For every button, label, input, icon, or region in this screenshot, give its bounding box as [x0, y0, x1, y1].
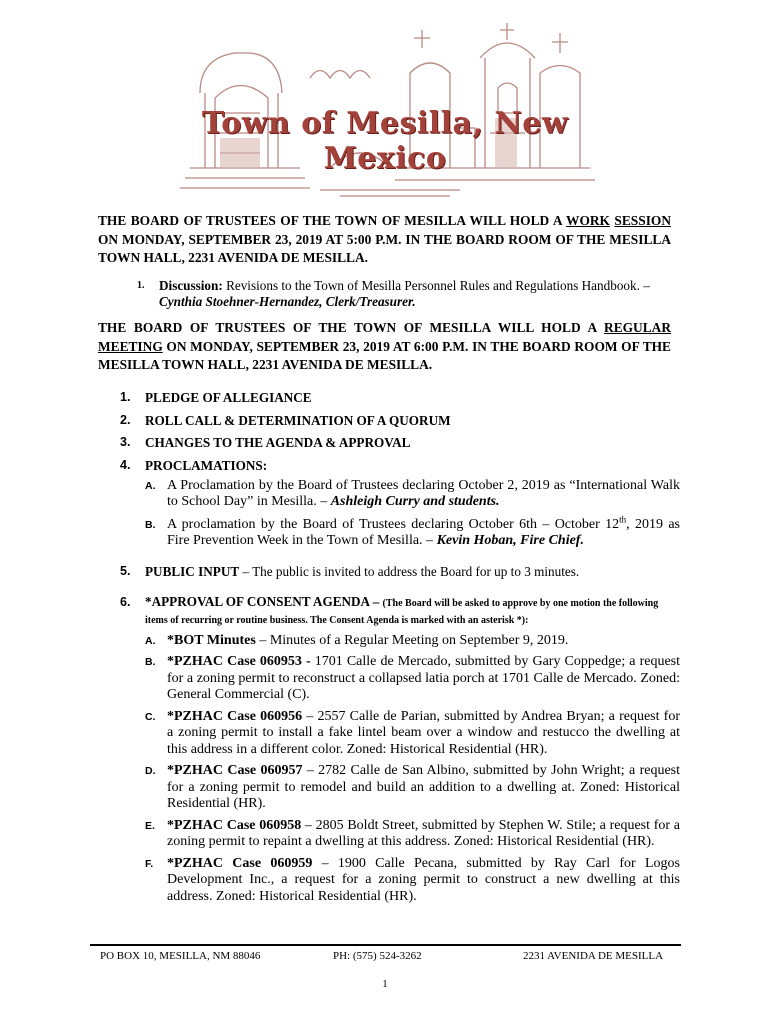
sub-item-letter: A.	[145, 634, 156, 647]
agenda-item-text	[145, 563, 680, 580]
sub-item-text	[167, 654, 680, 704]
consent-item-label: *PZHAC Case 060953 -	[167, 654, 311, 669]
sub-item-letter: B.	[145, 656, 156, 668]
agenda-item-3	[120, 434, 680, 451]
agenda-item-4	[120, 457, 680, 474]
work-session-underline-1: WORK	[566, 213, 610, 228]
regular-meeting-underline-1: REGULAR	[604, 320, 671, 335]
regular-meeting-notice	[98, 319, 671, 375]
consent-item-label: *PZHAC Case 060959	[167, 855, 313, 871]
consent-item-text: – 2805 Boldt Street, submitted by Stephen W. Stile; a request for a zoning permit to repaint a dwelling at this address. Zoned: Historical Residential (HR).	[167, 817, 680, 849]
work-session-item-1	[137, 278, 680, 310]
work-session-underline-2: SESSION	[614, 213, 671, 228]
public-input-text: – The public is invited to address the Board for up to 3 minutes.	[239, 563, 580, 579]
work-session-notice	[98, 212, 671, 268]
ordinal-superscript: th	[619, 513, 627, 524]
sub-item-text	[167, 709, 680, 759]
sub-item-text	[167, 478, 680, 511]
sub-item-text	[167, 633, 680, 650]
consent-item-text: – 2557 Calle de Parian, submitted by Andrea Bryan; a request for a zoning permit to install a fake lintel beam over a window and restucco the dwelling at this address in a different color. Zoned: Historical Residential (HR).	[167, 708, 680, 757]
consent-item-label: *PZHAC Case 060956	[167, 708, 303, 724]
regular-meeting-pre: THE BOARD OF TRUSTEES OF THE TOWN OF MESILLA WILL HOLD A	[98, 320, 605, 335]
agenda-item-text: CHANGES TO THE AGENDA & APPROVAL	[145, 435, 411, 450]
consent-item-f	[145, 856, 680, 906]
proclamation-presenter: Kevin Hoban, Fire Chief.	[436, 533, 584, 548]
sub-item-letter: F.	[145, 857, 154, 870]
agenda-item-6	[120, 594, 680, 628]
item-text: Revisions to the Town of Mesilla Personnel Rules and Regulations Handbook. –	[222, 278, 650, 293]
sub-item-text	[167, 818, 680, 851]
agenda-item-1	[120, 389, 680, 406]
agenda-item-text: PROCLAMATIONS:	[145, 457, 268, 473]
consent-agenda-note: (The Board will be asked to approve by one motion the following items of recurring or routine business. The Consent Agenda is marked with an asterisk *):	[145, 597, 659, 626]
proclamation-text-post: , 2019 as Fire Prevention Week in the Town of Mesilla. –	[167, 516, 681, 548]
sub-item-letter: C.	[145, 710, 156, 723]
sub-item-letter: E.	[145, 819, 155, 832]
sub-item-letter: D.	[145, 765, 156, 777]
consent-item-e	[145, 818, 680, 851]
consent-item-label: *BOT Minutes	[167, 632, 256, 648]
consent-item-b	[145, 654, 680, 704]
sub-item-text	[167, 763, 680, 813]
regular-meeting-post: ON MONDAY, SEPTEMBER 23, 2019 AT 6:00 P.M. IN THE BOARD ROOM OF THE MESILLA TOWN HALL, 2231 AVENIDA DE MESILLA.	[98, 338, 671, 372]
consent-item-text: – 2782 Calle de San Albino, submitted by John Wright; a request for a zoning permit to remodel and build an addition to a dwelling at. Zoned: Historical Residential (HR).	[167, 763, 680, 811]
proclamation-presenter: Ashleigh Curry and students.	[330, 494, 500, 509]
sub-item-text	[167, 513, 681, 550]
public-input-label: PUBLIC INPUT	[145, 563, 240, 579]
work-session-item-text	[159, 278, 680, 310]
agenda-item-number: 1.	[120, 390, 131, 404]
sub-item-text	[167, 856, 680, 906]
agenda-item-text: PLEDGE OF ALLEGIANCE	[145, 390, 312, 405]
footer-po-box: PO BOX 10, MESILLA, NM 88046	[100, 950, 261, 962]
footer-address: 2231 AVENIDA DE MESILLA	[523, 950, 664, 962]
consent-item-a	[145, 633, 680, 650]
proclamation-text-pre: A proclamation by the Board of Trustees declaring October 6th – October 12	[167, 516, 620, 532]
consent-item-label: *PZHAC Case 060958	[167, 817, 302, 833]
consent-item-label: *PZHAC Case 060957	[167, 763, 303, 778]
agenda-list	[120, 389, 680, 905]
page-number: 1	[382, 978, 388, 990]
agenda-item-number: 5.	[120, 563, 131, 578]
sub-item-letter: B.	[145, 518, 156, 531]
consent-item-text: – 1900 Calle Pecana, submitted by Ray Carl for Logos Development Inc., a request for a zoning permit to construct a new dwelling at this address. Zoned: Historical Residential (HR).	[167, 855, 680, 904]
letterhead	[160, 18, 610, 203]
proclamation-a	[145, 478, 680, 511]
footer-rule	[90, 944, 681, 946]
item-presenter: Cynthia Stoehner-Hernandez, Clerk/Treasurer.	[159, 294, 416, 309]
agenda-item-number: 6.	[120, 594, 131, 609]
sub-item-letter: A.	[145, 479, 156, 492]
agenda-item-number: 2.	[120, 412, 131, 427]
footer-phone: PH: (575) 524-3262	[333, 950, 422, 962]
consent-agenda-dash: –	[369, 593, 383, 609]
agenda-item-text	[145, 594, 680, 628]
town-title: Town of Mesilla, New Mexico	[201, 106, 569, 176]
consent-agenda-label: *APPROVAL OF CONSENT AGENDA	[145, 593, 370, 609]
consent-item-text: 1701 Calle de Mercado, submitted by Gary Coppedge; a request for a zoning permit to reconstruct a collapsed latia porch at 1701 Calle de Mercado. Zoned: General Commercial (C).	[167, 654, 681, 702]
consent-item-c	[145, 709, 680, 759]
agenda-item-number: 4.	[120, 457, 131, 472]
agenda-item-number: 3.	[120, 435, 131, 449]
work-session-post: ON MONDAY, SEPTEMBER 23, 2019 AT 5:00 P.M. IN THE BOARD ROOM OF THE MESILLA TOWN HALL, 2231 AVENIDA DE MESILLA.	[98, 231, 671, 265]
proclamation-text: A Proclamation by the Board of Trustees declaring October 2, 2019 as “International Walk to School Day” in Mesilla. –	[167, 477, 680, 509]
consent-item-d	[145, 763, 680, 813]
item-label: Discussion:	[159, 278, 223, 293]
regular-meeting-underline-2: MEETING	[98, 338, 163, 354]
agenda-item-5	[120, 563, 680, 580]
agenda-item-text: ROLL CALL & DETERMINATION OF A QUORUM	[145, 412, 451, 428]
item-number: 1.	[137, 280, 145, 291]
proclamation-b	[145, 513, 681, 550]
work-session-pre: THE BOARD OF TRUSTEES OF THE TOWN OF MESILLA WILL HOLD A	[98, 213, 567, 228]
consent-item-text: – Minutes of a Regular Meeting on September 9, 2019.	[255, 632, 569, 648]
agenda-item-2	[120, 412, 680, 429]
